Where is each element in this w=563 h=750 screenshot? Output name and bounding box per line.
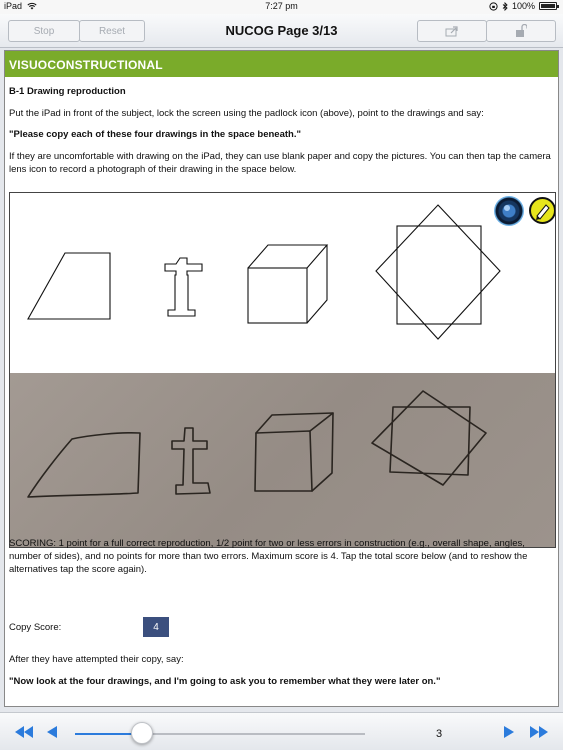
camera-button[interactable] [494, 196, 524, 226]
bluetooth-icon [502, 2, 508, 11]
overlapping-squares-figure [376, 205, 500, 339]
camera-lens-icon [494, 196, 524, 226]
stop-button[interactable] [8, 20, 80, 42]
subheading: B-1 Drawing reproduction [9, 86, 126, 97]
previous-page-icon[interactable] [46, 725, 58, 739]
status-right [489, 1, 557, 11]
battery-percent: 100% [511, 1, 535, 11]
instruction-text: Put the iPad in front of the subject, lock the screen using the padlock icon (above), point to the drawings and say: [9, 108, 484, 119]
padlock-button[interactable] [486, 20, 556, 42]
page-number: 3 [436, 728, 443, 740]
memory-quote: "Now look at the four drawings, and I'm going to ask you to remember what they were later on." [9, 676, 441, 687]
cube-figure [248, 245, 327, 323]
battery-icon [539, 2, 557, 10]
reset-button-label: Reset [98, 25, 126, 37]
copy-score-label: Copy Score: [9, 622, 62, 633]
reset-button[interactable] [79, 20, 145, 42]
drawing-area[interactable] [9, 192, 556, 548]
cross-figure [165, 258, 202, 316]
instruction-quote: "Please copy each of these four drawings in the space beneath." [9, 129, 301, 140]
padlock-icon [515, 24, 527, 38]
last-page-icon[interactable] [529, 725, 549, 739]
subject-drawing-photo [10, 373, 555, 547]
section-header: VISUOCONSTRUCTIONAL [5, 51, 558, 77]
scoring-text: SCORING: 1 point for a full correct reproduction, 1/2 point for two or less errors in construction (e.g., overall shape, angles, number of sides), and no points for more than two errors. Maximum score is 4. Tap the total score below (and to reshow the alternatives tap the score again). [9, 538, 528, 575]
pencil-button[interactable] [529, 197, 556, 224]
share-button[interactable] [417, 20, 487, 42]
status-bar [0, 0, 563, 14]
bottom-toolbar [0, 712, 563, 750]
share-icon [445, 25, 459, 37]
clock: 7:27 pm [265, 1, 298, 11]
alternative-instruction: If they are uncomfortable with drawing on the iPad, they can use blank paper and copy the pictures. You can then tap the camera lens icon to record a photograph of their drawing in the space below. [9, 151, 551, 175]
copy-score-value: 4 [153, 621, 159, 633]
trapezoid-figure [28, 253, 110, 319]
stop-button-label: Stop [33, 25, 55, 37]
rotation-lock-icon [489, 2, 498, 11]
nav-bar [0, 14, 563, 48]
next-page-icon[interactable] [503, 725, 515, 739]
page-slider[interactable] [75, 733, 365, 735]
page-content [4, 50, 559, 707]
hand-drawn-copies [10, 373, 555, 547]
device-name: iPad [4, 1, 23, 11]
reference-drawings [10, 193, 555, 373]
after-attempt-text: After they have attempted their copy, say: [9, 654, 184, 665]
first-page-icon[interactable] [14, 725, 34, 739]
page-title: NUCOG Page 3/13 [225, 23, 338, 38]
copy-score-button[interactable] [143, 617, 169, 637]
page-slider-thumb[interactable] [131, 722, 153, 744]
pencil-icon [531, 199, 554, 222]
